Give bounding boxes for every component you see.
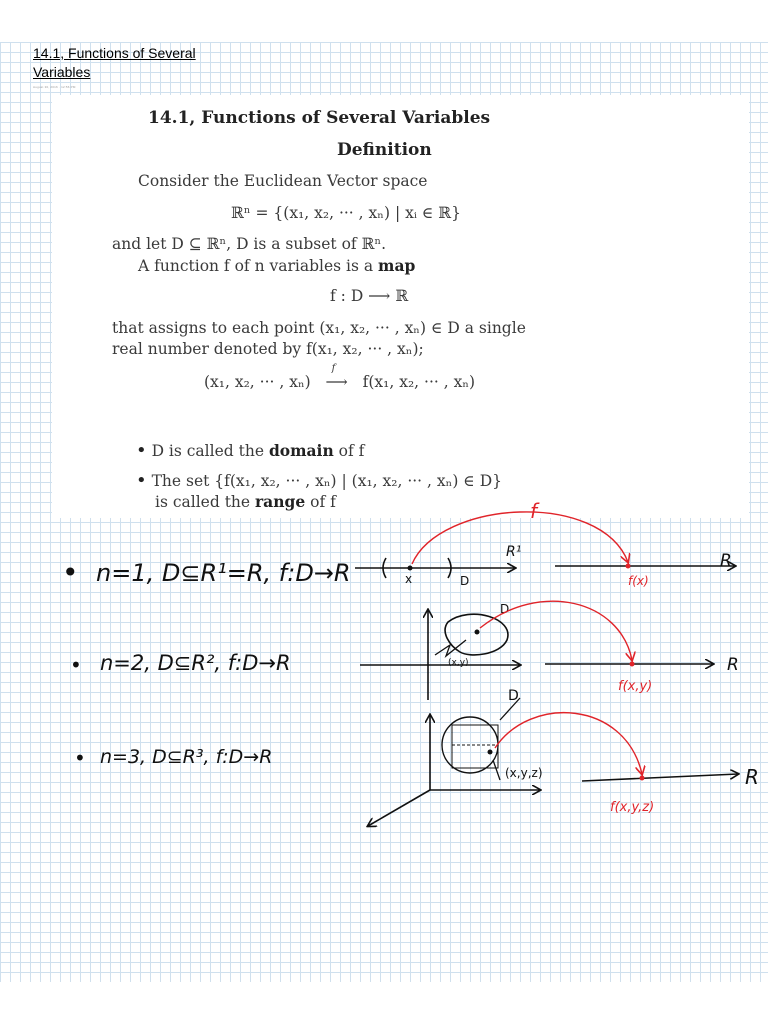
bullet-dot: • [136,440,147,461]
page-title: 14.1, Functions of Several Variables [33,45,196,80]
plane-axes-2d [360,610,520,700]
bullet-dot: • [136,470,147,491]
eq3-right: f(x₁, x₂, ··· , xₙ) [362,373,476,391]
range-point-1 [626,564,631,569]
eq3-arrow-label: f [331,363,336,374]
bullet-dot: • [62,556,79,589]
label-r1: R¹ [506,544,522,560]
slide-subtitle: Definition [337,140,432,160]
label-domain-2: D [500,602,510,616]
bullet-2-post: of f [305,493,336,511]
eq3-arrow: f ⟶ [325,363,348,391]
label-r: R [720,551,732,571]
slide-line-5: real number denoted by f(x₁, x₂, ··· , xₙ); [112,340,424,358]
range-line-3 [582,774,738,781]
bullet-2-text: The set {f(x₁, x₂, ··· , xₙ) | (x₁, x₂, ··· , xₙ) ∈ D} [151,472,503,490]
range-point-2 [630,662,635,667]
bullet-1-text: D is called the [151,442,269,460]
label-domain: D [460,574,470,588]
number-line-1d [355,558,515,578]
bullet-dot: • [70,653,82,677]
label-fxyz: f(x,y,z) [610,800,655,815]
label-r: R [727,655,739,675]
label-f: f [530,499,538,523]
bullet-2-bold: range [255,492,306,511]
label-r: R [745,765,759,789]
slide-line-2: and let D ⊆ ℝⁿ, D is a subset of ℝⁿ. [112,235,387,253]
slide-title: 14.1, Functions of Several Variables [148,108,491,128]
slide-line-1: Consider the Euclidean Vector space [138,172,428,190]
label-xyz: (x,y,z) [505,766,543,780]
bullet-2-pre: is called the [155,493,256,511]
range-point-3 [640,776,645,781]
label-fxy: f(x,y) [618,679,653,694]
handwritten-row-1: n=1, D⊆R¹=R, f:D→R [96,559,351,587]
label-x: x [405,572,413,586]
label-fx: f(x) [628,574,649,588]
page-date: August 30, 2016 · 12:56 PM [33,85,76,89]
label-domain-3: D [508,688,519,704]
handwritten-row-3: n=3, D⊆R³, f:D→R [100,746,273,768]
space-axes-3d [368,698,540,826]
slide-equation-2: f : D ⟶ ℝ [330,287,409,305]
slide-equation-1: ℝⁿ = {(x₁, x₂, ··· , xₙ) | xᵢ ∈ ℝ} [231,204,462,222]
slide-line-3-text: A function f of n variables is a [138,257,379,275]
label-xy: (x,y) [448,658,469,668]
bullet-1-post: of f [333,442,365,460]
mapping-arrow-3 [495,713,642,774]
bullet-dot: • [74,746,86,770]
handwritten-row-2: n=2, D⊆R², f:D→R [100,651,291,675]
slide-line-4: that assigns to each point (x₁, x₂, ··· , xₙ) ∈ D a single [112,319,526,337]
bullet-1-bold: domain [268,441,334,460]
slide-line-3-bold: map [378,256,416,275]
eq3-left: (x₁, x₂, ··· , xₙ) [204,373,311,391]
